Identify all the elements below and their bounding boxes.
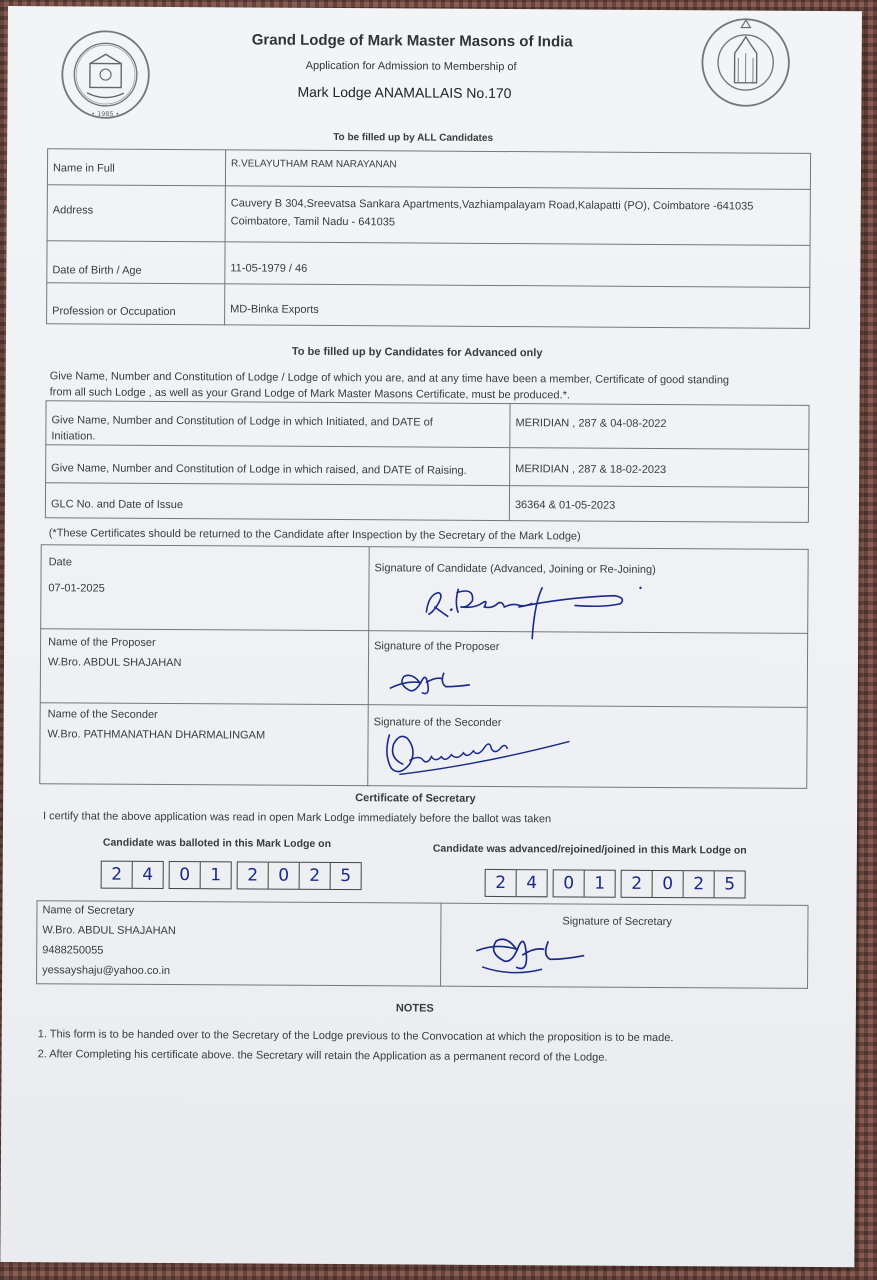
seconder-signature (379, 724, 579, 783)
name-label: Name in Full (52, 162, 115, 175)
secretary-signature (472, 929, 592, 984)
advanced-label: Candidate was advanced/rejoined/joined in this Mark Lodge on (432, 842, 747, 857)
certificate-text: I certify that the above application was read in open Mark Lodge immediately before the ballot was taken (43, 810, 552, 826)
address-value-line2: Coimbatore, Tamil Nadu - 641035 (230, 215, 396, 229)
seconder-label: Name of the Seconder (47, 708, 158, 721)
secretary-email: yessayshaju@yahoo.co.in (42, 964, 171, 978)
advanced-digits-digit: 4 (526, 873, 538, 894)
advanced-digits-digit: 2 (622, 871, 653, 897)
secretary-phone: 9488250055 (42, 944, 104, 957)
candidate-details-table (46, 148, 811, 329)
raising-value: MERIDIAN , 287 & 18-02-2023 (515, 463, 667, 477)
name-value: R.VELAYUTHAM RAM NARAYANAN (231, 158, 397, 171)
certificates-note: (*These Certificates should be returned to the Candidate after Inspection by the Secretary of the Mark Lodge) (48, 527, 581, 543)
note-2: 2. After Completing his certificate above. the Secretary will retain the Application as a permanent record of the Lodge. (37, 1048, 608, 1064)
initiation-value: MERIDIAN , 287 & 04-08-2022 (515, 417, 667, 431)
advanced-digits-digit: 0 (554, 870, 585, 896)
header-title: Grand Lodge of Mark Master Masons of India (251, 31, 573, 51)
advanced-digits-digit: 2 (684, 871, 715, 897)
section-all-heading: To be filled up by ALL Candidates (333, 131, 494, 144)
date-value: 07-01-2025 (48, 582, 105, 595)
regional-lodge-seal-icon (699, 16, 792, 109)
proposer-label: Name of the Proposer (48, 636, 156, 649)
note-1: 1. This form is to be handed over to the Secretary of the Lodge previous to the Convocation at which the proposition is to be made. (37, 1028, 674, 1045)
advanced-digits-digit: 2 (486, 870, 517, 896)
adv-intro-line1: Give Name, Number and Constitution of Lodge / Lodge of which you are, and at any time have been a member, Certificate of good standing (49, 370, 730, 387)
balloted-digits-digit: 2 (102, 862, 133, 888)
profession-value: MD-Binka Exports (230, 303, 319, 316)
seconder-value: W.Bro. PATHMANATHAN DHARMALINGAM (47, 728, 266, 742)
advanced-digits-digit: 1 (594, 873, 606, 894)
balloted-digits-digit: 1 (210, 865, 222, 886)
balloted-date-boxes (101, 861, 362, 891)
raising-label: Give Name, Number and Constitution of Lodge in which raised, and DATE of Raising. (51, 462, 467, 477)
candidate-signature (414, 572, 654, 643)
balloted-digits-digit: 5 (340, 866, 352, 887)
advanced-date-boxes (485, 869, 746, 899)
initiation-label-line2: Initiation. (51, 430, 96, 443)
balloted-digits-digit: 0 (269, 863, 300, 889)
advanced-digits-group-2 (621, 870, 746, 899)
balloted-digits-digit: 2 (300, 863, 331, 889)
date-label: Date (48, 556, 72, 569)
balloted-digits-digit: 0 (170, 862, 201, 888)
address-value: Cauvery B 304,Sreevatsa Sankara Apartments,Vazhiampalayam Road,Kalapatti (PO), Coimbatore -641035 (230, 197, 754, 213)
advanced-digits-digit: 0 (653, 871, 684, 897)
candidate-signature-label: Signature of Candidate (Advanced, Joining or Re-Joining) (374, 562, 656, 576)
balloted-digits-group-1 (169, 861, 232, 889)
notes-heading: NOTES (395, 1002, 434, 1015)
address-label: Address (52, 204, 94, 217)
advanced-digits-digit: 5 (724, 874, 736, 895)
initiation-label: Give Name, Number and Constitution of Lodge in which Initiated, and DATE of (51, 414, 433, 429)
seconder-signature-label: Signature of the Seconder (373, 716, 502, 730)
advanced-digits-group-0 (485, 869, 548, 897)
profession-label: Profession or Occupation (52, 305, 176, 319)
certificate-heading: Certificate of Secretary (355, 792, 476, 805)
balloted-digits-group-2 (237, 861, 362, 890)
advanced-digits-group-1 (553, 869, 616, 897)
secretary-name: W.Bro. ABDUL SHAJAHAN (42, 924, 176, 938)
balloted-label: Candidate was balloted in this Mark Lodge on (102, 836, 332, 850)
application-form (0, 6, 862, 1267)
balloted-digits-group-0 (101, 861, 164, 889)
dob-value: 11-05-1979 / 46 (230, 262, 308, 275)
proposer-signature (386, 662, 476, 699)
glc-label: GLC No. and Date of Issue (50, 498, 184, 512)
header-lodge: Mark Lodge ANAMALLAIS No.170 (297, 83, 512, 102)
header-subtitle: Application for Admission to Membership of (305, 59, 517, 74)
secretary-label: Name of Secretary (42, 904, 135, 917)
secretary-signature-label: Signature of Secretary (562, 915, 672, 929)
adv-intro-line2: from all such Lodge , as well as your Grand Lodge of Mark Master Masons Certificate, must be produced.*. (49, 386, 570, 402)
svg-text:• 1985 •: • 1985 • (91, 109, 120, 119)
balloted-digits-digit: 2 (238, 862, 269, 888)
section-adv-heading: To be filled up by Candidates for Advanced only (291, 345, 543, 360)
proposer-value: W.Bro. ABDUL SHAJAHAN (47, 656, 182, 670)
proposer-signature-label: Signature of the Proposer (374, 640, 500, 654)
glc-value: 36364 & 01-05-2023 (514, 499, 616, 512)
balloted-digits-digit: 4 (142, 864, 154, 885)
grand-lodge-seal-icon (59, 28, 152, 121)
dob-label: Date of Birth / Age (52, 264, 142, 277)
